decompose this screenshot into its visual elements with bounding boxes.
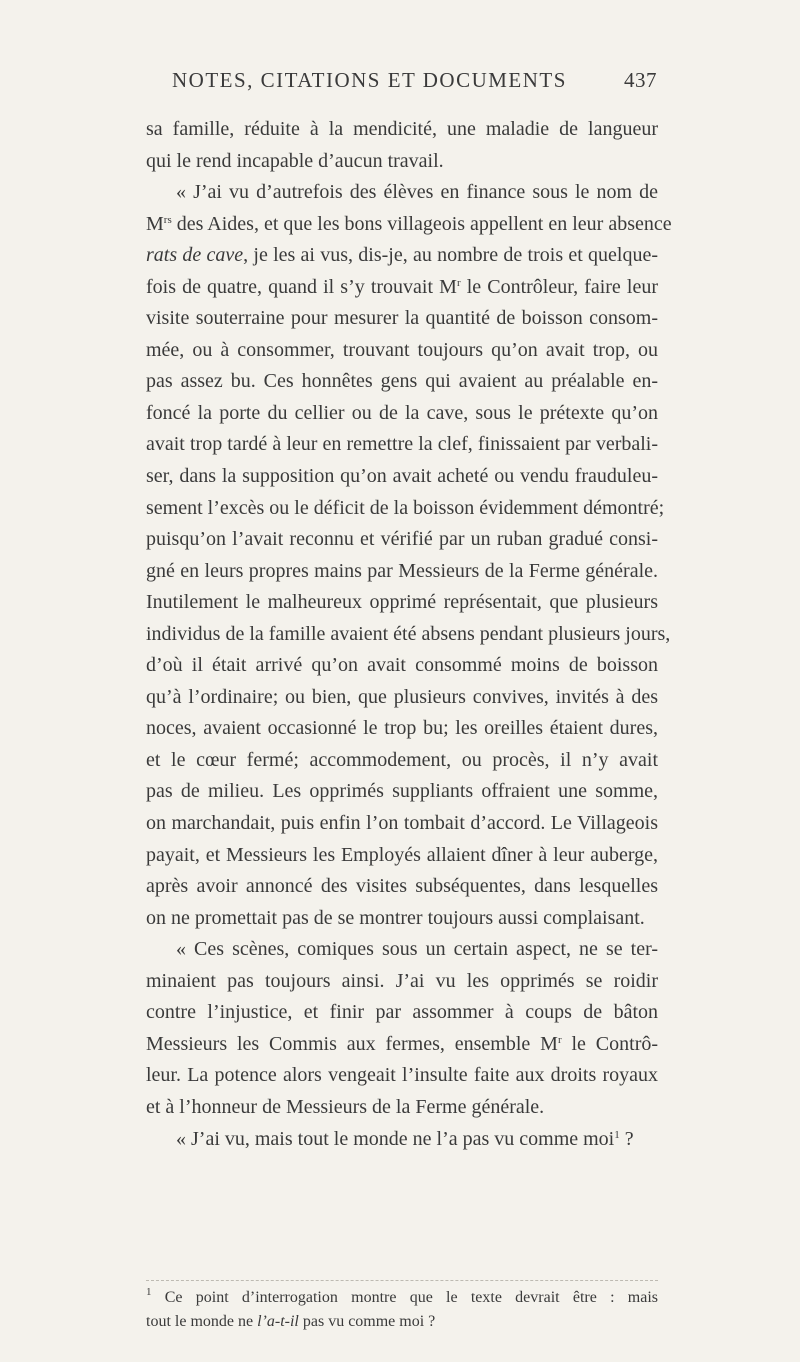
text-line: on marchandait, puis enfin l’on tombait d’accord. Le Villageois [146,812,658,835]
text-line: foncé la porte du cellier ou de la cave, sous le prétexte qu’on [146,401,658,424]
text-line: « J’ai vu, mais tout le monde ne l’a pas vu comme moi$^1$ ? [176,1127,634,1150]
text-line: visite souterraine pour mesurer la quantité de boisson consom- [146,307,658,330]
text-line: « Ces scènes, comiques sous un certain aspect, ne se ter- [176,938,658,961]
text-line: individus de la famille avaient été absens pendant plusieurs jours, [146,622,671,645]
text-line: $M^{rs}$ des Aides, et que les bons villageois appellent en leur absence [146,212,672,235]
page-number: 437 [624,68,657,92]
header-title: NOTES, CITATIONS ET DOCUMENTS [172,68,567,92]
text-line: payait, et Messieurs les Employés allaient dîner à leur auberge, [146,843,658,866]
text-line: rats de cave, je les ai vus, dis-je, au nombre de trois et quelque- [146,244,658,267]
text-line: qu’à l’ordinaire; ou bien, que plusieurs convives, invités à des [146,685,658,708]
footnote-ref: 1 [614,1128,620,1141]
text-line: minaient pas toujours ainsi. J’ai vu les opprimés se roidir [146,969,658,992]
footnote-number: 1 [146,1286,152,1298]
text-line: leur. La potence alors vengeait l’insulte faite aux droits royaux [146,1064,658,1087]
text-line: contre l’injustice, et finir par assommer à coups de bâton [146,1001,658,1024]
text-line: et à l’honneur de Messieurs de la Ferme générale. [146,1095,545,1118]
text-line: avait trop tardé à leur en remettre la clef, finissaient par verbali- [146,433,658,456]
text-line: Messieurs les Commis aux fermes, ensemble $M^r$ le Contrô- [146,1032,659,1055]
text-line: « J’ai vu d’autrefois des élèves en finance sous le nom de [176,181,658,204]
footnote [146,1286,658,1334]
text-line: fois de quatre, quand il s’y trouvait $M^r$ le Contrôleur, faire leur [146,275,658,298]
text-line: on ne promettait pas de se montrer toujours aussi complaisant. [146,906,645,929]
text-line: et le cœur fermé; accommodement, ou procès, il n’y avait [146,748,658,771]
text-line: gné en leurs propres mains par Messieurs de la Ferme générale. [146,559,658,582]
text-line: noces, avaient occasionné le trop bu; les oreilles étaient dures, [146,717,658,740]
running-header [172,68,657,98]
footnote-divider [146,1280,658,1281]
text-line: pas assez bu. Ces honnêtes gens qui avaient au préalable en- [146,370,658,393]
footnote-line: tout le monde ne l’a-t-il pas vu comme moi ? [146,1313,436,1330]
footnote-line: $^1$ Ce point d’interrogation montre que le texte devrait être : mais [146,1286,658,1306]
text-line: qui le rend incapable d’aucun travail. [146,149,444,172]
text-line: puisqu’on l’avait reconnu et vérifié par un ruban gradué consi- [146,528,658,551]
text-line: Inutilement le malheureux opprimé représentait, que plusieurs [146,591,658,614]
main-text [146,114,672,1155]
text-line: sement l’excès ou le déficit de la boisson évidemment démontré; [146,496,665,519]
text-line: pas de milieu. Les opprimés suppliants offraient une somme, [146,780,658,803]
text-line: ser, dans la supposition qu’on avait acheté ou vendu frauduleu- [146,465,658,488]
text-line: mée, ou à consommer, trouvant toujours qu’on avait trop, ou [146,338,658,361]
text-line: sa famille, réduite à la mendicité, une maladie de langueur [146,118,658,140]
text-line: après avoir annoncé des visites subséquentes, dans lesquelles [146,875,658,898]
text-line: d’où il était arrivé qu’on avait consommé moins de boisson [146,654,658,677]
